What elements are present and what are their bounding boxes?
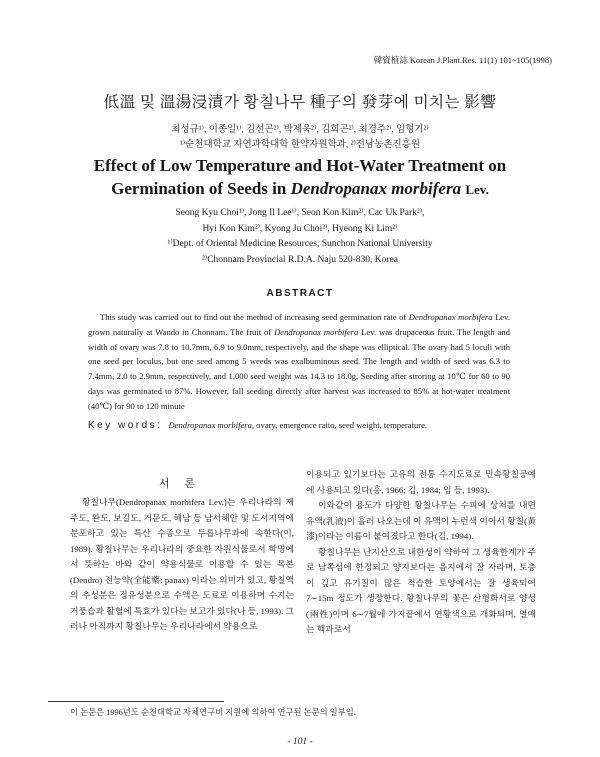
abstract-heading: ABSTRACT <box>266 288 334 299</box>
korean-title: 低溫 및 溫湯浸漬가 황칠나무 種子의 發芽에 미치는 影響 <box>103 94 497 111</box>
keywords-label: Key words: <box>88 420 163 431</box>
english-authors-line2: Hyi Kon Kim²⁾, Kyong Ju Choi²⁾, Hyeong Ki Lim²⁾ <box>202 223 398 234</box>
abstract-body <box>88 310 510 414</box>
intro-paragraph-3: 황칠나무는 난지산으로 내한성이 약하여 그 생육한계가 주로 남쪽섬에 한정되고 양지보다는 음지에서 잘 자라며, 토층이 깊고 유기질이 많은 적습한 토양에서는 잘 생육되어 7∼15m 정도가 생장한다. 황칠나무의 꽃은 산형화서로 양성(兩性)이며 6∼7월에 가지끝에서 연황색으로 개화되며, 열매는 핵과로서 <box>306 546 536 634</box>
korean-authors <box>0 123 600 153</box>
english-title-prefix: Germination of Seeds in <box>111 179 291 198</box>
english-title-authority: Lev. <box>465 182 489 197</box>
korean-author-names: 최성규¹⁾, 이종일¹⁾, 김선곤²⁾, 박제욱²⁾, 김희곤²⁾, 최경주²⁾, 임형기²⁾ <box>171 125 429 135</box>
english-affiliation-2: ²⁾Chonnam Provincial R.D.A. Naju 520-830, Korea <box>202 254 398 265</box>
english-title-species: Dendropanax morbifera <box>290 179 462 198</box>
abstract-text-2: Lev. grown naturally at Wando in Chonnam. The fruit of <box>88 312 510 337</box>
journal-citation: 韓資植誌 Korean J.Plant.Res. 11(1) 101~105(1998) <box>373 55 552 65</box>
abstract-text-1: This study was carried out to find out the method of increasing seed germination rate of <box>100 312 409 322</box>
english-authors <box>0 206 600 268</box>
abstract-species-2: Dendropanax morbifera <box>274 326 359 337</box>
abstract-text-3: Lev. was drupaceous fruit. The length and width of ovary was 7.8 to 10.7mm, 6.9 to 9.0mm, respectively, and the shape was elliptical. The ovary had 5 loculi with one seed per loculus, but one seed among 5 weeds was exalbuminous seed. The length and width of seed was 6.3 to 7.4mm, 2.0 to 2.9mm, respectively, and 1,000 seed weight was 14.3 to 18.0g. Seeding after stroring at 10℃ for 60 to 90 days was germinated to 87%. However, fall seeding directly after harvest was increased to 85% at hot-water treatment (40℃) for 90 to 120 minute <box>88 326 510 411</box>
introduction-heading: 서 론 <box>158 478 201 490</box>
abstract-species-1: Dendropanax morbifera <box>408 312 493 322</box>
keywords-species: Dendropanax morbifera <box>168 420 252 430</box>
left-column <box>70 495 294 635</box>
footnote: 이 논문은 1996년도 순천대학교 자체연구비 지원에 의하여 연구된 논문의 일부임. <box>70 708 356 717</box>
right-column <box>306 467 536 638</box>
intro-paragraph-continued: 이용되고 있기보다는 고유의 전통 수지도료로 민속황칠공예에 사용되고 있다(홍, 1966; 김, 1984; 임 등, 1993). <box>306 469 536 495</box>
english-authors-line1: Seong Kyu Choi¹⁾, Jong Il Lee¹⁾, Seon Kon Kim²⁾, Cac Uk Park²⁾, <box>175 208 425 218</box>
intro-paragraph-1: 황칠나무(Dendropanax morbifera Lev.)는 우리나라의 제주도, 완도, 보길도, 거문도, 해남 등 남서해안 및 도서지역에 분포하고 있는 특산 수종으로 두릅나무과에 속한다(이, 1989). 황칠나무는 우리나라의 중요한 자원식물로서 학명에서 뜻하는 바와 같이 약용식물로 이용할 수 있는 목본(Dendro) 전능약(全能藥: panax) 이라는 의미가 있고, 황칠액의 추성분은 정유성분으로 수액은 도료로 이용하며 수지는 거풍습과 활혈에 특효가 있다는 보고가 있다(나 등, 1993). 그러나 아직까지 황칠나무는 우리나라에서 약용으로 <box>70 497 294 631</box>
korean-affiliations: ¹⁾순천대학교 자연과학대학 한약자원학과, ²⁾전남농촌진흥원 <box>179 140 421 150</box>
english-title-line2 <box>0 177 600 201</box>
intro-paragraph-2: 이와같이 용도가 다양한 황칠나무는 수피에 상처를 내면 유액(乳液)이 흘러 나오는데 이 유액이 누런색 이어서 황칠(黃漆)이라는 이름이 붙여졌다고 한다(김, 1994). <box>306 500 536 541</box>
english-title <box>0 154 600 201</box>
keywords-rest: , ovary, emergence ratio, seed weight, temperature. <box>251 420 428 430</box>
keywords <box>88 420 518 431</box>
english-title-line1: Effect of Low Temperature and Hot-Water Treatment on <box>93 156 507 175</box>
footnote-divider <box>48 701 224 702</box>
english-affiliation-1: ¹⁾Dept. of Oriental Medicine Resources, Sunchon National University <box>167 239 433 249</box>
page-number: - 101 - <box>287 737 313 747</box>
